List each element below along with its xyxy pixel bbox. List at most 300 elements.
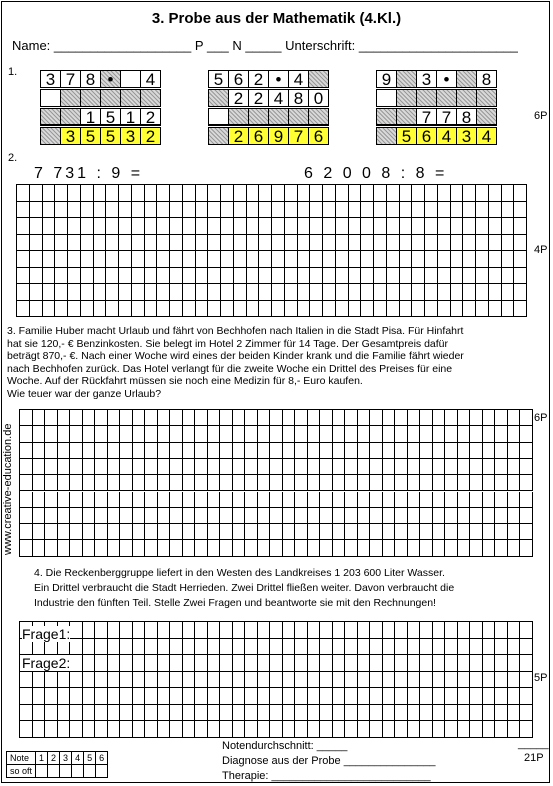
grid-cell[interactable]	[383, 655, 396, 672]
grid-cell[interactable]	[358, 705, 371, 722]
grid-cell[interactable]	[445, 475, 458, 491]
grid-cell[interactable]	[283, 475, 296, 491]
grid-cell[interactable]	[183, 426, 196, 442]
grid-cell[interactable]	[374, 235, 387, 252]
grid-cell[interactable]	[349, 251, 362, 268]
grid-cell[interactable]	[258, 540, 271, 556]
grid-cell[interactable]	[400, 218, 413, 235]
grid-cell[interactable]	[310, 268, 323, 285]
grid-cell[interactable]	[495, 655, 508, 672]
grid-cell[interactable]	[383, 639, 396, 656]
grid-cell[interactable]	[30, 301, 43, 318]
grid-cell[interactable]	[283, 524, 296, 540]
grid-cell[interactable]	[283, 459, 296, 475]
grid-cell[interactable]	[458, 508, 471, 524]
grid-cell[interactable]	[458, 426, 471, 442]
grid-cell[interactable]	[285, 202, 298, 219]
grid-cell[interactable]	[425, 268, 438, 285]
grid-cell[interactable]	[183, 202, 196, 219]
grid-cell[interactable]	[55, 284, 68, 301]
grid-cell[interactable]	[458, 410, 471, 426]
grid-cell[interactable]	[349, 185, 362, 202]
grid-cell[interactable]	[234, 268, 247, 285]
grid-cell[interactable]	[45, 475, 58, 491]
grid-cell[interactable]	[183, 301, 196, 318]
grid-cell[interactable]	[195, 721, 208, 738]
grid-cell[interactable]	[458, 672, 471, 689]
grid-cell[interactable]	[374, 301, 387, 318]
grid-cell[interactable]	[408, 426, 421, 442]
grid-cell[interactable]	[495, 721, 508, 738]
grid-cell[interactable]	[349, 268, 362, 285]
grid-cell[interactable]	[208, 475, 221, 491]
grid-cell[interactable]	[433, 492, 446, 508]
grid-cell[interactable]	[320, 443, 333, 459]
grid-cell[interactable]	[345, 508, 358, 524]
grid-cell[interactable]	[106, 268, 119, 285]
mult-cell[interactable]	[456, 70, 477, 88]
mult-cell[interactable]	[100, 89, 121, 107]
grid-cell[interactable]	[470, 492, 483, 508]
grid-cell[interactable]	[45, 688, 58, 705]
grid-cell[interactable]	[145, 721, 158, 738]
grid-cell[interactable]	[245, 508, 258, 524]
grid-cell[interactable]	[400, 251, 413, 268]
grid-cell[interactable]	[258, 705, 271, 722]
grid-cell[interactable]	[233, 524, 246, 540]
grid-cell[interactable]	[445, 672, 458, 689]
grid-cell[interactable]	[320, 705, 333, 722]
grid-cell[interactable]	[170, 492, 183, 508]
grid-cell[interactable]	[20, 475, 33, 491]
grid-cell[interactable]	[458, 443, 471, 459]
grid-cell[interactable]	[476, 185, 489, 202]
grid-cell[interactable]	[70, 622, 83, 639]
grid-cell[interactable]	[451, 268, 464, 285]
grid-cell[interactable]	[336, 185, 349, 202]
grid-cell[interactable]	[120, 459, 133, 475]
grid-cell[interactable]	[258, 410, 271, 426]
grid-cell[interactable]	[489, 185, 502, 202]
grid-cell[interactable]	[247, 284, 260, 301]
grid-cell[interactable]	[502, 218, 515, 235]
grid-cell[interactable]	[17, 301, 30, 318]
grid-cell[interactable]	[221, 268, 234, 285]
grid-cell[interactable]	[95, 475, 108, 491]
grid-cell[interactable]	[33, 672, 46, 689]
grid-cell[interactable]	[145, 301, 158, 318]
grid-cell[interactable]	[120, 622, 133, 639]
grid-cell[interactable]	[245, 688, 258, 705]
grid-cell[interactable]	[208, 639, 221, 656]
grid-cell[interactable]	[196, 268, 209, 285]
grid-cell[interactable]	[483, 639, 496, 656]
grid-cell[interactable]	[470, 688, 483, 705]
grid-cell[interactable]	[70, 639, 83, 656]
grid-cell[interactable]	[220, 705, 233, 722]
grid-cell[interactable]	[333, 426, 346, 442]
grid-cell[interactable]	[433, 721, 446, 738]
grid-cell[interactable]	[108, 426, 121, 442]
grid-cell[interactable]	[425, 284, 438, 301]
grid-cell[interactable]	[489, 301, 502, 318]
grid-cell[interactable]	[247, 235, 260, 252]
grid-cell[interactable]	[33, 443, 46, 459]
grid-cell[interactable]	[58, 410, 71, 426]
grid-cell[interactable]	[358, 475, 371, 491]
grid-cell[interactable]	[308, 655, 321, 672]
grid-cell[interactable]	[420, 688, 433, 705]
grid-cell[interactable]	[333, 688, 346, 705]
grid-cell[interactable]	[333, 639, 346, 656]
grid-cell[interactable]	[106, 185, 119, 202]
grid-cell[interactable]	[195, 524, 208, 540]
grid-cell[interactable]	[170, 459, 183, 475]
grid-cell[interactable]	[259, 268, 272, 285]
grid-cell[interactable]	[295, 508, 308, 524]
grid-cell[interactable]	[333, 705, 346, 722]
grid-cell[interactable]	[320, 459, 333, 475]
grid-cell[interactable]	[470, 475, 483, 491]
grid-cell[interactable]	[420, 639, 433, 656]
grid-cell[interactable]	[81, 185, 94, 202]
grid-cell[interactable]	[106, 284, 119, 301]
grid-cell[interactable]	[195, 410, 208, 426]
grid-cell[interactable]	[508, 639, 521, 656]
grid-cell[interactable]	[358, 655, 371, 672]
grid-cell[interactable]	[463, 251, 476, 268]
grid-cell[interactable]	[283, 410, 296, 426]
count-cell[interactable]	[72, 765, 84, 778]
grid-cell[interactable]	[433, 672, 446, 689]
grid-cell[interactable]	[170, 721, 183, 738]
grid-cell[interactable]	[370, 492, 383, 508]
grid-cell[interactable]	[420, 426, 433, 442]
grid-cell[interactable]	[258, 672, 271, 689]
grid-cell[interactable]	[320, 655, 333, 672]
grid-cell[interactable]	[195, 622, 208, 639]
grid-cell[interactable]	[308, 475, 321, 491]
grid-cell[interactable]	[94, 284, 107, 301]
grid-cell[interactable]	[408, 540, 421, 556]
grid-cell[interactable]	[133, 508, 146, 524]
grid-cell[interactable]	[95, 540, 108, 556]
grid-cell[interactable]	[58, 688, 71, 705]
grid-cell[interactable]	[220, 688, 233, 705]
grid-cell[interactable]	[310, 301, 323, 318]
grid-cell[interactable]	[272, 235, 285, 252]
grid-cell[interactable]	[33, 524, 46, 540]
grid-cell[interactable]	[133, 622, 146, 639]
grid-cell[interactable]	[395, 410, 408, 426]
grid-cell[interactable]	[476, 202, 489, 219]
grid-cell[interactable]	[308, 705, 321, 722]
grid-cell[interactable]	[495, 688, 508, 705]
grid-cell[interactable]	[33, 540, 46, 556]
grid-cell[interactable]	[145, 508, 158, 524]
grid-cell[interactable]	[323, 301, 336, 318]
grid-cell[interactable]	[320, 524, 333, 540]
grid-cell[interactable]	[283, 622, 296, 639]
grid-cell[interactable]	[483, 410, 496, 426]
grid-cell[interactable]	[220, 508, 233, 524]
grid-cell[interactable]	[476, 235, 489, 252]
grid-cell[interactable]	[95, 655, 108, 672]
grid-cell[interactable]	[108, 540, 121, 556]
grid-cell[interactable]	[400, 185, 413, 202]
grid-cell[interactable]	[272, 284, 285, 301]
grid-cell[interactable]	[81, 301, 94, 318]
grid-cell[interactable]	[233, 475, 246, 491]
grid-cell[interactable]	[233, 622, 246, 639]
mult-cell[interactable]	[376, 89, 397, 107]
grid-cell[interactable]	[336, 268, 349, 285]
grid-cell[interactable]	[433, 459, 446, 475]
grid-cell[interactable]	[295, 672, 308, 689]
grid-cell[interactable]	[508, 426, 521, 442]
grid-cell[interactable]	[234, 301, 247, 318]
grid-cell[interactable]	[361, 268, 374, 285]
grid-cell[interactable]	[119, 301, 132, 318]
grid-cell[interactable]	[520, 705, 533, 722]
grid-cell[interactable]	[470, 721, 483, 738]
grid-cell[interactable]	[58, 508, 71, 524]
grid-cell[interactable]	[233, 459, 246, 475]
grid-cell[interactable]	[508, 672, 521, 689]
grid-cell[interactable]	[272, 185, 285, 202]
grid-cell[interactable]	[70, 672, 83, 689]
grid-cell[interactable]	[170, 284, 183, 301]
grid-cell[interactable]	[133, 524, 146, 540]
grid-cell[interactable]	[119, 185, 132, 202]
count-cell[interactable]	[60, 765, 72, 778]
grid-cell[interactable]	[45, 508, 58, 524]
grid-cell[interactable]	[106, 235, 119, 252]
grid-cell[interactable]	[83, 508, 96, 524]
grid-cell[interactable]	[520, 508, 533, 524]
grid-cell[interactable]	[508, 459, 521, 475]
grid-cell[interactable]	[308, 410, 321, 426]
grid-cell[interactable]	[383, 475, 396, 491]
grid-cell[interactable]	[43, 284, 56, 301]
grid-cell[interactable]	[208, 410, 221, 426]
grid-cell[interactable]	[470, 426, 483, 442]
grid-cell[interactable]	[183, 540, 196, 556]
grid-cell[interactable]	[183, 688, 196, 705]
grid-cell[interactable]	[502, 284, 515, 301]
grid-cell[interactable]	[245, 443, 258, 459]
grid-cell[interactable]	[310, 251, 323, 268]
grid-cell[interactable]	[433, 688, 446, 705]
grid-cell[interactable]	[170, 251, 183, 268]
grid-cell[interactable]	[170, 443, 183, 459]
grid-cell[interactable]	[272, 268, 285, 285]
grid-cell[interactable]	[70, 508, 83, 524]
grid-cell[interactable]	[183, 443, 196, 459]
grid-cell[interactable]	[133, 443, 146, 459]
grid-cell[interactable]	[272, 218, 285, 235]
grid-cell[interactable]	[55, 268, 68, 285]
grid-cell[interactable]	[476, 268, 489, 285]
grid-cell[interactable]	[420, 655, 433, 672]
grid-cell[interactable]	[433, 475, 446, 491]
grid-cell[interactable]	[458, 655, 471, 672]
grid-cell[interactable]	[30, 268, 43, 285]
grid-cell[interactable]	[349, 284, 362, 301]
mult-cell[interactable]	[396, 89, 417, 107]
grid-cell[interactable]	[408, 655, 421, 672]
task3-grid[interactable]	[19, 409, 533, 557]
grid-cell[interactable]	[30, 251, 43, 268]
grid-cell[interactable]	[33, 688, 46, 705]
grid-cell[interactable]	[383, 443, 396, 459]
mult-cell[interactable]	[40, 127, 61, 145]
grid-cell[interactable]	[358, 672, 371, 689]
grid-cell[interactable]	[445, 443, 458, 459]
grid-cell[interactable]	[158, 705, 171, 722]
grid-cell[interactable]	[183, 705, 196, 722]
grid-cell[interactable]	[183, 284, 196, 301]
mult-cell[interactable]	[376, 108, 397, 126]
grid-cell[interactable]	[245, 492, 258, 508]
grid-cell[interactable]	[495, 426, 508, 442]
grid-cell[interactable]	[283, 508, 296, 524]
grid-cell[interactable]	[170, 639, 183, 656]
grid-cell[interactable]	[470, 459, 483, 475]
grid-cell[interactable]	[195, 508, 208, 524]
grid-cell[interactable]	[145, 524, 158, 540]
grid-cell[interactable]	[370, 655, 383, 672]
grid-cell[interactable]	[133, 639, 146, 656]
grid-cell[interactable]	[70, 492, 83, 508]
grid-cell[interactable]	[83, 475, 96, 491]
grid-cell[interactable]	[195, 705, 208, 722]
grid-cell[interactable]	[458, 705, 471, 722]
grid-cell[interactable]	[233, 655, 246, 672]
grid-cell[interactable]	[68, 251, 81, 268]
grid-cell[interactable]	[133, 540, 146, 556]
grid-cell[interactable]	[183, 218, 196, 235]
grid-cell[interactable]	[145, 672, 158, 689]
grid-cell[interactable]	[233, 672, 246, 689]
grid-cell[interactable]	[208, 524, 221, 540]
mult-cell[interactable]	[288, 108, 309, 126]
grid-cell[interactable]	[20, 443, 33, 459]
grid-cell[interactable]	[520, 672, 533, 689]
grid-cell[interactable]	[158, 721, 171, 738]
grid-cell[interactable]	[95, 459, 108, 475]
grid-cell[interactable]	[272, 202, 285, 219]
grid-cell[interactable]	[295, 524, 308, 540]
mult-cell[interactable]	[248, 108, 269, 126]
task4-grid[interactable]	[19, 621, 533, 738]
grid-cell[interactable]	[483, 524, 496, 540]
grid-cell[interactable]	[94, 251, 107, 268]
grid-cell[interactable]	[333, 410, 346, 426]
grid-cell[interactable]	[508, 443, 521, 459]
grid-cell[interactable]	[370, 475, 383, 491]
grid-cell[interactable]	[495, 705, 508, 722]
grid-cell[interactable]	[208, 218, 221, 235]
grid-cell[interactable]	[158, 524, 171, 540]
grid-cell[interactable]	[358, 639, 371, 656]
mult-cell[interactable]	[436, 89, 457, 107]
grid-cell[interactable]	[508, 622, 521, 639]
grid-cell[interactable]	[58, 672, 71, 689]
grid-cell[interactable]	[208, 301, 221, 318]
grid-cell[interactable]	[358, 622, 371, 639]
grid-cell[interactable]	[145, 639, 158, 656]
grid-cell[interactable]	[157, 251, 170, 268]
grid-cell[interactable]	[520, 524, 533, 540]
grid-cell[interactable]	[234, 235, 247, 252]
grid-cell[interactable]	[310, 235, 323, 252]
grid-cell[interactable]	[295, 655, 308, 672]
grid-cell[interactable]	[458, 492, 471, 508]
grid-cell[interactable]	[33, 705, 46, 722]
grid-cell[interactable]	[83, 655, 96, 672]
grid-cell[interactable]	[383, 410, 396, 426]
grid-cell[interactable]	[483, 492, 496, 508]
grid-cell[interactable]	[30, 218, 43, 235]
grid-cell[interactable]	[208, 459, 221, 475]
grid-cell[interactable]	[119, 202, 132, 219]
grid-cell[interactable]	[298, 251, 311, 268]
grid-cell[interactable]	[361, 251, 374, 268]
grid-cell[interactable]	[17, 251, 30, 268]
grid-cell[interactable]	[70, 688, 83, 705]
grid-cell[interactable]	[106, 202, 119, 219]
grid-cell[interactable]	[420, 705, 433, 722]
grid-cell[interactable]	[145, 218, 158, 235]
grid-cell[interactable]	[270, 410, 283, 426]
grid-cell[interactable]	[298, 284, 311, 301]
grid-cell[interactable]	[383, 459, 396, 475]
grid-cell[interactable]	[451, 202, 464, 219]
grid-cell[interactable]	[438, 202, 451, 219]
grid-cell[interactable]	[345, 524, 358, 540]
grid-cell[interactable]	[233, 639, 246, 656]
grid-cell[interactable]	[43, 185, 56, 202]
grid-cell[interactable]	[120, 443, 133, 459]
grid-cell[interactable]	[358, 721, 371, 738]
grid-cell[interactable]	[234, 218, 247, 235]
grid-cell[interactable]	[195, 639, 208, 656]
grid-cell[interactable]	[387, 268, 400, 285]
grid-cell[interactable]	[270, 443, 283, 459]
grid-cell[interactable]	[245, 426, 258, 442]
grid-cell[interactable]	[395, 475, 408, 491]
grid-cell[interactable]	[30, 284, 43, 301]
grid-cell[interactable]	[283, 688, 296, 705]
grid-cell[interactable]	[270, 655, 283, 672]
grid-cell[interactable]	[285, 301, 298, 318]
grid-cell[interactable]	[298, 202, 311, 219]
grid-cell[interactable]	[310, 218, 323, 235]
grid-cell[interactable]	[183, 672, 196, 689]
grid-cell[interactable]	[451, 218, 464, 235]
grid-cell[interactable]	[349, 301, 362, 318]
grid-cell[interactable]	[408, 622, 421, 639]
grid-cell[interactable]	[45, 492, 58, 508]
grid-cell[interactable]	[145, 235, 158, 252]
grid-cell[interactable]	[45, 540, 58, 556]
grid-cell[interactable]	[395, 655, 408, 672]
grid-cell[interactable]	[420, 492, 433, 508]
grid-cell[interactable]	[17, 268, 30, 285]
grid-cell[interactable]	[387, 235, 400, 252]
grid-cell[interactable]	[170, 622, 183, 639]
